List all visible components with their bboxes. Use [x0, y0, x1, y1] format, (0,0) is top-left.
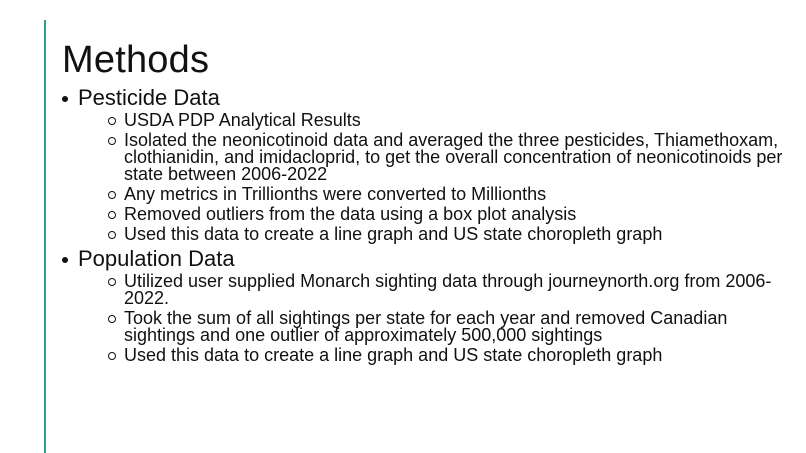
- bullet-circle-icon: [108, 137, 116, 145]
- section-pesticide-data: [62, 85, 786, 243]
- bullet-list: [62, 85, 786, 364]
- bullet-circle-icon: [108, 352, 116, 360]
- bullet-circle-icon: [108, 191, 116, 199]
- list-item-text: Isolated the neonicotinoid data and averaged the three pesticides, Thiamethoxam, clothianidin, and imidacloprid, to get the overall concentration of neonicotinoids per state between 2006-2022: [124, 130, 783, 184]
- list-item: [108, 112, 786, 129]
- list-item-text: USDA PDP Analytical Results: [124, 110, 361, 130]
- list-item-text: Any metrics in Trillionths were converted to Millionths: [124, 184, 547, 204]
- bullet-circle-icon: [108, 211, 116, 219]
- sub-list: [78, 273, 786, 364]
- list-item: [108, 310, 786, 344]
- list-item: [108, 226, 786, 243]
- section-heading: Pesticide Data: [78, 85, 220, 110]
- list-item-text: Used this data to create a line graph and US state choropleth graph: [124, 345, 663, 365]
- list-item-text: Took the sum of all sightings per state for each year and removed Canadian sightings and one outlier of approximately 500,000 sightings: [124, 308, 728, 345]
- list-item-text: Used this data to create a line graph and US state choropleth graph: [124, 224, 663, 244]
- list-item: [108, 206, 786, 223]
- bullet-circle-icon: [108, 117, 116, 125]
- slide-content: [62, 38, 786, 367]
- sub-list: [78, 112, 786, 243]
- bullet-circle-icon: [108, 278, 116, 286]
- bullet-circle-icon: [108, 315, 116, 323]
- list-item: [108, 273, 786, 307]
- bullet-dot-icon: [62, 96, 68, 102]
- list-item: [108, 347, 786, 364]
- section-population-data: [62, 246, 786, 364]
- bullet-circle-icon: [108, 231, 116, 239]
- list-item: [108, 186, 786, 203]
- list-item-text: Removed outliers from the data using a box plot analysis: [124, 204, 577, 224]
- bullet-dot-icon: [62, 257, 68, 263]
- accent-bar: [44, 20, 46, 453]
- slide-title: Methods: [62, 39, 210, 81]
- section-heading: Population Data: [78, 246, 235, 271]
- list-item-text: Utilized user supplied Monarch sighting data through journeynorth.org from 2006-2022.: [124, 271, 772, 308]
- list-item: [108, 132, 786, 183]
